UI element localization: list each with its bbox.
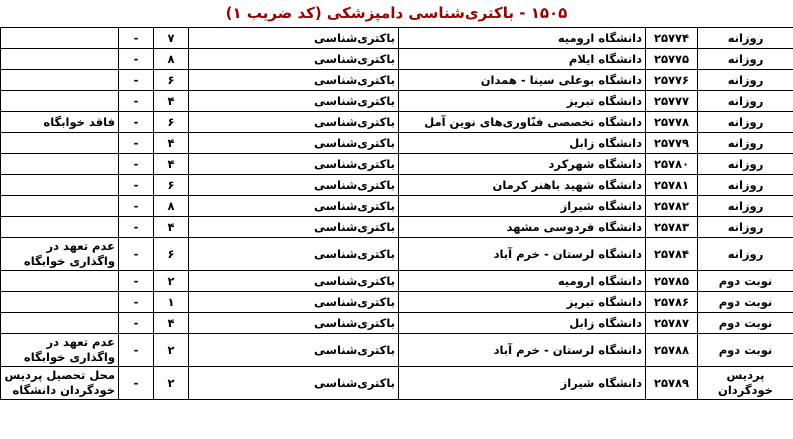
field-cell: باکتری‌شناسی [189, 292, 399, 313]
capacity-cell: ۲ [154, 271, 189, 292]
dash-cell: - [119, 154, 154, 175]
study-period-cell: روزانه [698, 112, 793, 133]
dash-cell: - [119, 196, 154, 217]
dash-cell: - [119, 70, 154, 91]
capacity-cell: ۸ [154, 196, 189, 217]
note-cell [1, 292, 119, 313]
code-cell: ۲۵۷۷۸ [646, 112, 698, 133]
code-cell: ۲۵۷۸۱ [646, 175, 698, 196]
note-cell [1, 49, 119, 70]
university-cell: دانشگاه تبریز [399, 91, 646, 112]
capacity-cell: ۲ [154, 367, 189, 400]
field-cell: باکتری‌شناسی [189, 334, 399, 367]
university-cell: دانشگاه لرستان - خرم آباد [399, 334, 646, 367]
code-cell: ۲۵۷۸۸ [646, 334, 698, 367]
dash-cell: - [119, 175, 154, 196]
study-period-cell: نوبت دوم [698, 313, 793, 334]
code-cell: ۲۵۷۷۹ [646, 133, 698, 154]
table-row [1, 91, 793, 112]
university-cell: دانشگاه فردوسی مشهد [399, 217, 646, 238]
note-cell [1, 133, 119, 154]
dash-cell: - [119, 28, 154, 49]
code-cell: ۲۵۷۸۲ [646, 196, 698, 217]
table-row [1, 217, 793, 238]
code-cell: ۲۵۷۷۵ [646, 49, 698, 70]
study-period-cell: روزانه [698, 154, 793, 175]
table-row [1, 28, 793, 49]
note-cell: فاقد خوابگاه [1, 112, 119, 133]
dash-cell: - [119, 217, 154, 238]
study-period-cell: نوبت دوم [698, 292, 793, 313]
table-row [1, 175, 793, 196]
dash-cell: - [119, 238, 154, 271]
capacity-cell: ۶ [154, 112, 189, 133]
study-period-cell: روزانه [698, 217, 793, 238]
field-cell: باکتری‌شناسی [189, 217, 399, 238]
capacity-cell: ۶ [154, 175, 189, 196]
code-cell: ۲۵۷۷۴ [646, 28, 698, 49]
code-cell: ۲۵۷۸۹ [646, 367, 698, 400]
code-cell: ۲۵۷۸۵ [646, 271, 698, 292]
table-row [1, 271, 793, 292]
university-cell: دانشگاه شیراز [399, 367, 646, 400]
table-row [1, 70, 793, 91]
code-cell: ۲۵۷۸۳ [646, 217, 698, 238]
page-title: ۱۵۰۵ - باکتری‌شناسی دامپزشکی (کد ضریب ۱) [225, 4, 568, 22]
university-cell: دانشگاه زابل [399, 313, 646, 334]
study-period-cell: روزانه [698, 91, 793, 112]
note-cell [1, 28, 119, 49]
university-cell: دانشگاه لرستان - خرم آباد [399, 238, 646, 271]
field-cell: باکتری‌شناسی [189, 70, 399, 91]
study-period-cell: پردیس خودگردان [698, 367, 793, 400]
note-cell: عدم تعهد در واگذاری خوابگاه [1, 238, 119, 271]
university-cell: دانشگاه ایلام [399, 49, 646, 70]
code-cell: ۲۵۷۷۶ [646, 70, 698, 91]
university-cell: دانشگاه زابل [399, 133, 646, 154]
note-cell [1, 271, 119, 292]
note-cell [1, 217, 119, 238]
table-row [1, 367, 793, 400]
field-cell: باکتری‌شناسی [189, 271, 399, 292]
field-cell: باکتری‌شناسی [189, 49, 399, 70]
study-period-cell: روزانه [698, 28, 793, 49]
study-period-cell: نوبت دوم [698, 271, 793, 292]
capacity-cell: ۱ [154, 292, 189, 313]
capacity-cell: ۷ [154, 28, 189, 49]
university-cell: دانشگاه تخصصی فنّاوری‌های نوین آمل [399, 112, 646, 133]
dash-cell: - [119, 112, 154, 133]
study-period-cell: روزانه [698, 133, 793, 154]
capacity-cell: ۲ [154, 334, 189, 367]
table-row [1, 154, 793, 175]
dash-cell: - [119, 334, 154, 367]
note-cell [1, 91, 119, 112]
study-period-cell: روزانه [698, 196, 793, 217]
dash-cell: - [119, 313, 154, 334]
table-row [1, 196, 793, 217]
table-row [1, 112, 793, 133]
code-cell: ۲۵۷۸۴ [646, 238, 698, 271]
note-cell [1, 70, 119, 91]
university-cell: دانشگاه تبریز [399, 292, 646, 313]
study-period-cell: روزانه [698, 70, 793, 91]
capacity-cell: ۴ [154, 133, 189, 154]
table-row [1, 313, 793, 334]
university-cell: دانشگاه شهید باهنر کرمان [399, 175, 646, 196]
table-body [1, 28, 793, 400]
capacity-cell: ۶ [154, 238, 189, 271]
table-row [1, 49, 793, 70]
code-cell: ۲۵۷۸۶ [646, 292, 698, 313]
table-row [1, 238, 793, 271]
university-cell: دانشگاه بوعلی سینا - همدان [399, 70, 646, 91]
note-cell: محل تحصیل پردیس خودگردان دانشگاه [1, 367, 119, 400]
dash-cell: - [119, 49, 154, 70]
study-period-cell: روزانه [698, 49, 793, 70]
capacity-cell: ۴ [154, 313, 189, 334]
table-row [1, 292, 793, 313]
field-cell: باکتری‌شناسی [189, 175, 399, 196]
capacity-cell: ۶ [154, 70, 189, 91]
table-row [1, 133, 793, 154]
dash-cell: - [119, 271, 154, 292]
capacity-cell: ۴ [154, 154, 189, 175]
field-cell: باکتری‌شناسی [189, 91, 399, 112]
study-period-cell: نوبت دوم [698, 334, 793, 367]
code-cell: ۲۵۷۸۰ [646, 154, 698, 175]
capacity-cell: ۴ [154, 217, 189, 238]
dash-cell: - [119, 292, 154, 313]
field-cell: باکتری‌شناسی [189, 28, 399, 49]
study-period-cell: روزانه [698, 238, 793, 271]
university-cell: دانشگاه شیراز [399, 196, 646, 217]
field-cell: باکتری‌شناسی [189, 154, 399, 175]
field-cell: باکتری‌شناسی [189, 313, 399, 334]
capacity-cell: ۴ [154, 91, 189, 112]
note-cell [1, 154, 119, 175]
note-cell [1, 175, 119, 196]
code-cell: ۲۵۷۸۷ [646, 313, 698, 334]
field-cell: باکتری‌شناسی [189, 112, 399, 133]
field-cell: باکتری‌شناسی [189, 196, 399, 217]
field-cell: باکتری‌شناسی [189, 133, 399, 154]
university-cell: دانشگاه ارومیه [399, 28, 646, 49]
dash-cell: - [119, 367, 154, 400]
table-row [1, 334, 793, 367]
field-cell: باکتری‌شناسی [189, 238, 399, 271]
university-cell: دانشگاه ارومیه [399, 271, 646, 292]
note-cell [1, 313, 119, 334]
university-cell: دانشگاه شهرکرد [399, 154, 646, 175]
dash-cell: - [119, 133, 154, 154]
capacity-cell: ۸ [154, 49, 189, 70]
note-cell: عدم تعهد در واگذاری خوابگاه [1, 334, 119, 367]
study-period-cell: روزانه [698, 175, 793, 196]
code-cell: ۲۵۷۷۷ [646, 91, 698, 112]
note-cell [1, 196, 119, 217]
dash-cell: - [119, 91, 154, 112]
admission-table [0, 27, 793, 400]
field-cell: باکتری‌شناسی [189, 367, 399, 400]
